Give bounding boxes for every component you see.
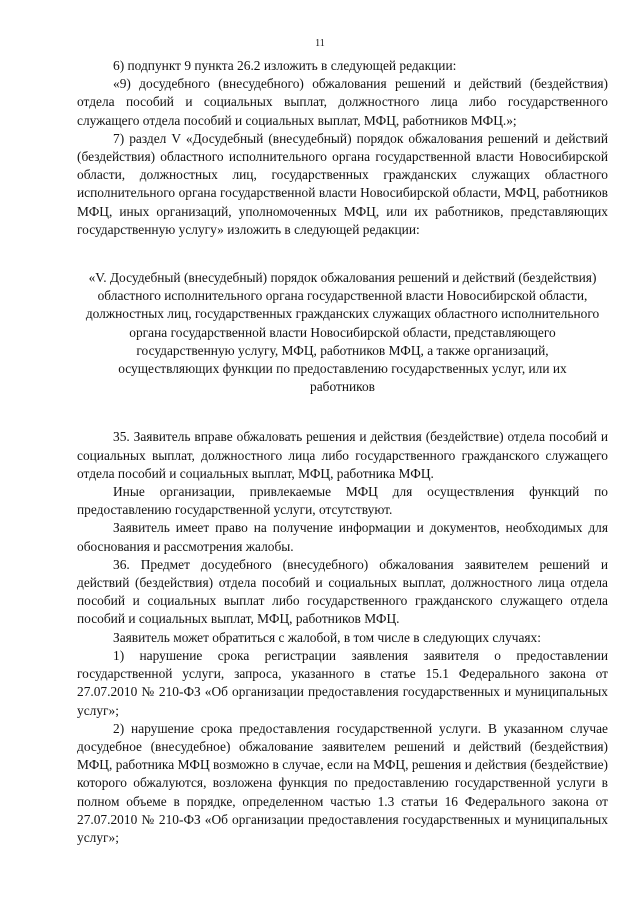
paragraph-36: 36. Предмет досудебного (внесудебного) обжалования заявителем решений и действий (бездействия) отдела пособий и социальных выплат, должностного лица отдела пособий и социальных выплат либо государственного гражданского служащего отдела пособий и социальных выплат, МФЦ, работников МФЦ. — [77, 556, 608, 627]
paragraph-35: 35. Заявитель вправе обжаловать решения и действия (бездействие) отдела пособий и социальных выплат, должностного лица либо государственного гражданского служащего отдела пособий и социальных выплат, МФЦ, работника МФЦ. — [77, 429, 608, 481]
page-number: 11 — [315, 38, 325, 49]
paragraph-case-2: 2) нарушение срока предоставления государственной услуги. В указанном случае досудебное (внесудебное) обжалование заявителем решений и действий (бездействия) МФЦ, работника МФЦ возможно в случае, если на МФЦ, решения и действия (бездействие) которого обжалуются, возложена функция по предоставлению государственной услуги в полном объеме в порядке, определенном частью 1.3 статьи 16 Федерального закона от 27.07.2010 № 210-ФЗ «Об организации предоставления государственных и муниципальных услуг»; — [77, 720, 608, 845]
paragraph-right-to-information: Заявитель имеет право на получение информации и документов, необходимых для обоснования и рассмотрения жалобы. — [77, 520, 608, 554]
section-title: «V. Досудебный (внесудебный) порядок обжалования решений и действий (бездействия) областного исполнительного органа государственной власти Новосибирской области, должностных лиц, государственных гражданских служащих областного исполнительного органа государственной власти Новосибирской области, представляющего государственную услугу, МФЦ, работников МФЦ, а также организаций, осуществляющих функции по предоставлению государственных услуг, или их работников — [85, 270, 600, 395]
paragraph-case-1: 1) нарушение срока регистрации заявления заявителя о предоставлении государственной услуги, запроса, указанного в статье 15.1 Федерального закона от 27.07.2010 № 210-ФЗ «Об организации предоставления государственных и муниципальных услуг»; — [77, 647, 608, 718]
paragraph-other-organizations: Иные организации, привлекаемые МФЦ для осуществления функций по предоставлению государственной услуги, отсутствуют. — [77, 484, 608, 518]
paragraph-cases-intro: Заявитель может обратиться с жалобой, в том числе в следующих случаях: — [113, 629, 541, 645]
paragraph-subitem-6: 6) подпункт 9 пункта 26.2 изложить в следующей редакции: — [113, 58, 457, 73]
paragraph-quote-9: «9) досудебного (внесудебного) обжалования решений и действий (бездействия) отдела пособий и социальных выплат, должностного лица либо государственного служащего отдела пособий и социальных выплат, МФЦ, работников МФЦ.»; — [77, 76, 608, 128]
paragraph-subitem-7: 7) раздел V «Досудебный (внесудебный) порядок обжалования решений и действий (бездействия) областного исполнительного органа государственной власти Новосибирской области, должностных лиц, государственных гражданских служащих областного исполнительного органа государственной власти Новосибирской области, МФЦ, работников МФЦ, иных организаций, уполномоченных МФЦ, или их работников, представляющих государственную услугу» изложить в следующей редакции: — [77, 130, 608, 237]
document-body — [77, 57, 608, 847]
